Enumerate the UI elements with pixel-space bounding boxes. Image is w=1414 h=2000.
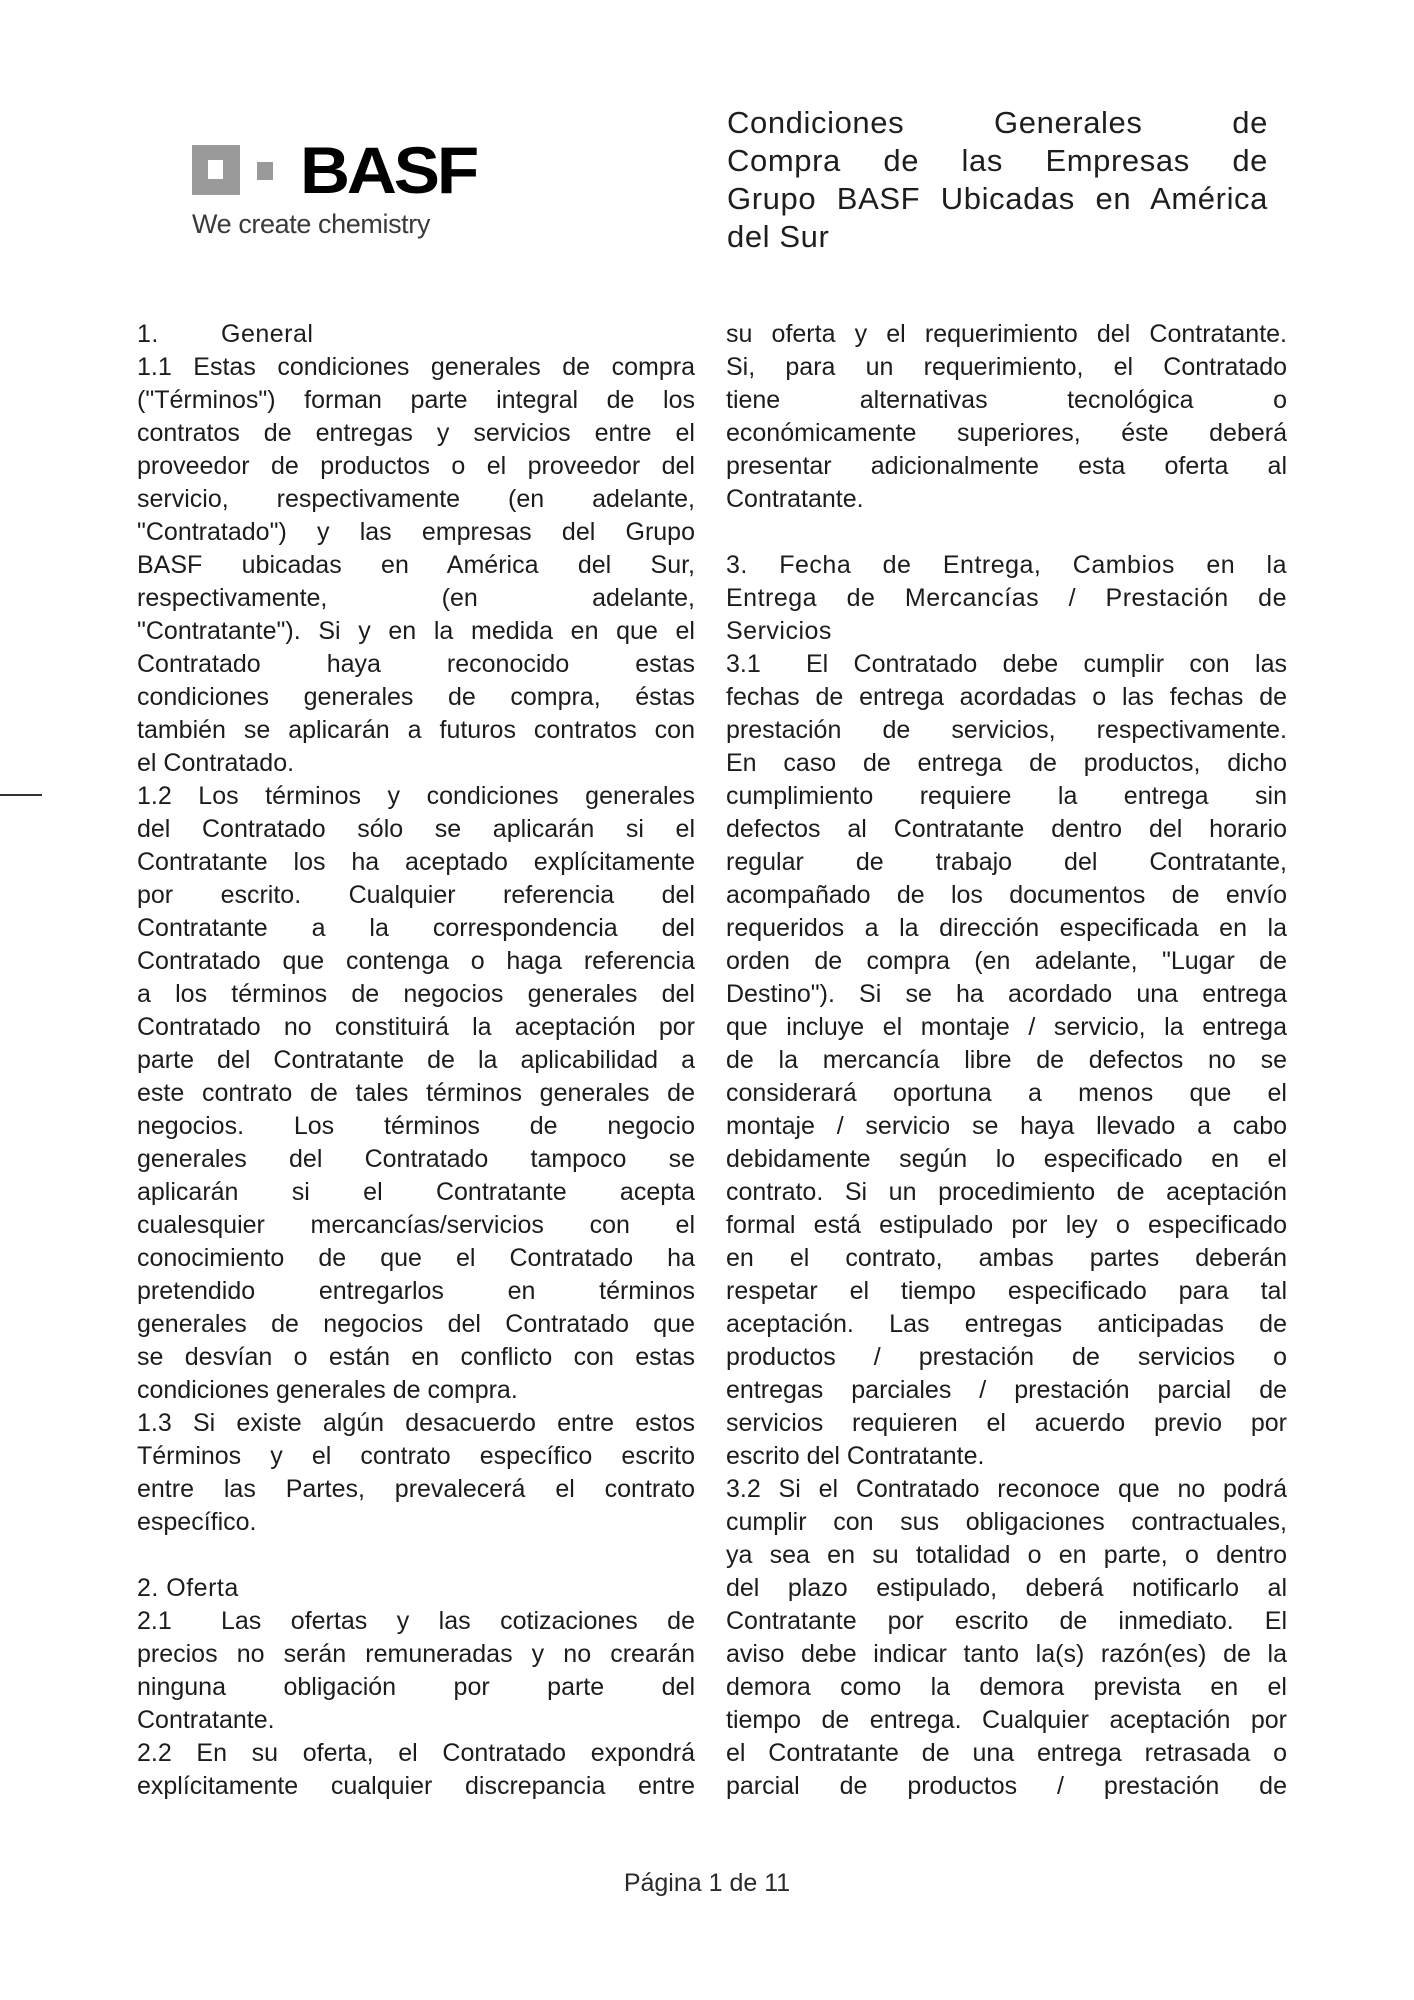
clause-line	[137, 1605, 695, 1638]
text-line: acompañado de los documentos de envío	[726, 881, 1287, 909]
text-line: En caso de entrega de productos, dicho	[726, 749, 1287, 777]
text-line: regular de trabajo del Contratante,	[726, 848, 1287, 876]
text-line: respetar el tiempo especificado para tal	[726, 1277, 1287, 1305]
text-line: defectos al Contratante dentro del horario	[726, 815, 1287, 843]
text-line: Contratado no constituirá la aceptación por	[137, 1013, 695, 1041]
text-line: "Contratante"). Si y en la medida en que el	[137, 617, 695, 645]
section-heading: 2. Oferta	[137, 1574, 239, 1602]
text-line: aplicarán si el Contratante acepta	[137, 1178, 695, 1206]
text-line: ninguna obligación por parte del	[137, 1673, 695, 1701]
text-line: a los términos de negocios generales del	[137, 980, 695, 1008]
text-line: condiciones generales de compra, éstas	[137, 683, 695, 711]
text-line: "Contratado") y las empresas del Grupo	[137, 518, 695, 546]
title-line: Condiciones Generales de	[727, 105, 1268, 140]
right-column	[726, 318, 1287, 1803]
section-heading: Servicios	[726, 617, 832, 645]
text-line: generales de negocios del Contratado que	[137, 1310, 695, 1338]
text-line: se desvían o están en conflicto con estas	[137, 1343, 695, 1371]
text-line: aceptación. Las entregas anticipadas de	[726, 1310, 1287, 1338]
text-line: debidamente según lo especificado en el	[726, 1145, 1287, 1173]
page-number: Página 1 de 11	[623, 1869, 791, 1897]
section-heading	[137, 318, 695, 351]
text-line: Contratante.	[726, 485, 864, 513]
text-line: requeridos a la dirección especificada en la	[726, 914, 1287, 942]
text-line: económicamente superiores, éste deberá	[726, 419, 1287, 447]
text-line: entre las Partes, prevalecerá el contrato	[137, 1475, 695, 1503]
text-line: precios no serán remuneradas y no crearán	[137, 1640, 695, 1668]
text-line: 2.2 En su oferta, el Contratado expondrá	[137, 1739, 695, 1767]
basf-squares-icon	[192, 145, 240, 195]
text-line: Contratante a la correspondencia del	[137, 914, 695, 942]
text-line: parcial de productos / prestación de	[726, 1772, 1287, 1800]
document-title	[727, 104, 1268, 256]
text-line: prestación de servicios, respectivamente.	[726, 716, 1287, 744]
basf-small-square-icon	[257, 162, 273, 180]
text-line: explícitamente cualquier discrepancia entre	[137, 1772, 695, 1800]
title-line: del Sur	[727, 219, 830, 254]
text-line: el Contratante de una entrega retrasada o	[726, 1739, 1287, 1767]
text-line: de la mercancía libre de defectos no se	[726, 1046, 1287, 1074]
text-line: ya sea en su totalidad o en parte, o dentro	[726, 1541, 1287, 1569]
text-line: Contratante por escrito de inmediato. El	[726, 1607, 1287, 1635]
basf-logo	[192, 133, 477, 245]
text-line: el Contratado.	[137, 749, 295, 777]
margin-change-bar	[0, 794, 42, 796]
clause-line	[726, 648, 1287, 681]
text-line: este contrato de tales términos generales de	[137, 1079, 695, 1107]
left-column	[137, 318, 695, 1803]
text-line: en el contrato, ambas partes deberán	[726, 1244, 1287, 1272]
text-line: demora como la demora prevista en el	[726, 1673, 1287, 1701]
text-line: Contratante los ha aceptado explícitamente	[137, 848, 695, 876]
clause-text: Las ofertas y las cotizaciones de	[221, 1607, 695, 1635]
text-line: por escrito. Cualquier referencia del	[137, 881, 695, 909]
text-line: cumplimiento requiere la entrega sin	[726, 782, 1287, 810]
text-line: 1.3 Si existe algún desacuerdo entre estos	[137, 1409, 695, 1437]
text-line: entregas parciales / prestación parcial de	[726, 1376, 1287, 1404]
text-line: generales del Contratado tampoco se	[137, 1145, 695, 1173]
text-line: cumplir con sus obligaciones contractuales,	[726, 1508, 1287, 1536]
text-line: respectivamente, (en adelante,	[137, 584, 695, 612]
section-title: General	[221, 320, 314, 348]
section-heading: Entrega de Mercancías / Prestación de	[726, 584, 1287, 612]
text-line: del Contratado sólo se aplicarán si el	[137, 815, 695, 843]
text-line: específico.	[137, 1508, 257, 1536]
title-line: Compra de las Empresas de	[727, 143, 1268, 178]
text-line: negocios. Los términos de negocio	[137, 1112, 695, 1140]
blank-line	[137, 1539, 695, 1572]
section-heading: 3. Fecha de Entrega, Cambios en la	[726, 551, 1287, 579]
text-line: considerará oportuna a menos que el	[726, 1079, 1287, 1107]
text-line: que incluye el montaje / servicio, la entrega	[726, 1013, 1287, 1041]
text-line: condiciones generales de compra.	[137, 1376, 518, 1404]
text-line: contrato. Si un procedimiento de aceptación	[726, 1178, 1287, 1206]
text-line: parte del Contratante de la aplicabilidad a	[137, 1046, 695, 1074]
text-line: BASF ubicadas en América del Sur,	[137, 551, 695, 579]
text-line: escrito del Contratante.	[726, 1442, 985, 1470]
text-line: montaje / servicio se haya llevado a cabo	[726, 1112, 1287, 1140]
text-line: su oferta y el requerimiento del Contratante.	[726, 320, 1287, 348]
text-line: orden de compra (en adelante, "Lugar de	[726, 947, 1287, 975]
text-line: ("Términos") forman parte integral de los	[137, 386, 695, 414]
text-line: Términos y el contrato específico escrito	[137, 1442, 695, 1470]
text-line: proveedor de productos o el proveedor del	[137, 452, 695, 480]
text-line: 1.1 Estas condiciones generales de compra	[137, 353, 695, 381]
text-line: Si, para un requerimiento, el Contratado	[726, 353, 1287, 381]
logo-wordmark: BASF	[300, 133, 477, 207]
text-line: presentar adicionalmente esta oferta al	[726, 452, 1287, 480]
text-line: Destino"). Si se ha acordado una entrega	[726, 980, 1287, 1008]
clause-number: 2.1	[137, 1607, 172, 1635]
text-line: Contratado haya reconocido estas	[137, 650, 695, 678]
text-line: cualesquier mercancías/servicios con el	[137, 1211, 695, 1239]
text-line: tiene alternativas tecnológica o	[726, 386, 1287, 414]
section-number: 1.	[137, 320, 159, 348]
text-line: servicio, respectivamente (en adelante,	[137, 485, 695, 513]
text-line: servicios requieren el acuerdo previo por	[726, 1409, 1287, 1437]
text-line: 1.2 Los términos y condiciones generales	[137, 782, 695, 810]
text-line: productos / prestación de servicios o	[726, 1343, 1287, 1371]
text-line: fechas de entrega acordadas o las fechas de	[726, 683, 1287, 711]
text-line: del plazo estipulado, deberá notificarlo al	[726, 1574, 1287, 1602]
logo-tagline: We create chemistry	[192, 209, 430, 239]
text-line: pretendido entregarlos en términos	[137, 1277, 695, 1305]
text-line: aviso debe indicar tanto la(s) razón(es) de la	[726, 1640, 1287, 1668]
text-line: conocimiento de que el Contratado ha	[137, 1244, 695, 1272]
title-line: Grupo BASF Ubicadas en América	[727, 181, 1268, 216]
text-line: Contratado que contenga o haga referencia	[137, 947, 695, 975]
text-line: contratos de entregas y servicios entre el	[137, 419, 695, 447]
blank-line	[726, 516, 1287, 549]
text-line: 3.2 Si el Contratado reconoce que no podrá	[726, 1475, 1287, 1503]
text-line: también se aplicarán a futuros contratos con	[137, 716, 695, 744]
text-line: tiempo de entrega. Cualquier aceptación por	[726, 1706, 1287, 1734]
text-line: Contratante.	[137, 1706, 275, 1734]
clause-text: El Contratado debe cumplir con las	[806, 650, 1287, 678]
text-line: formal está estipulado por ley o especificado	[726, 1211, 1287, 1239]
clause-number: 3.1	[726, 650, 761, 678]
